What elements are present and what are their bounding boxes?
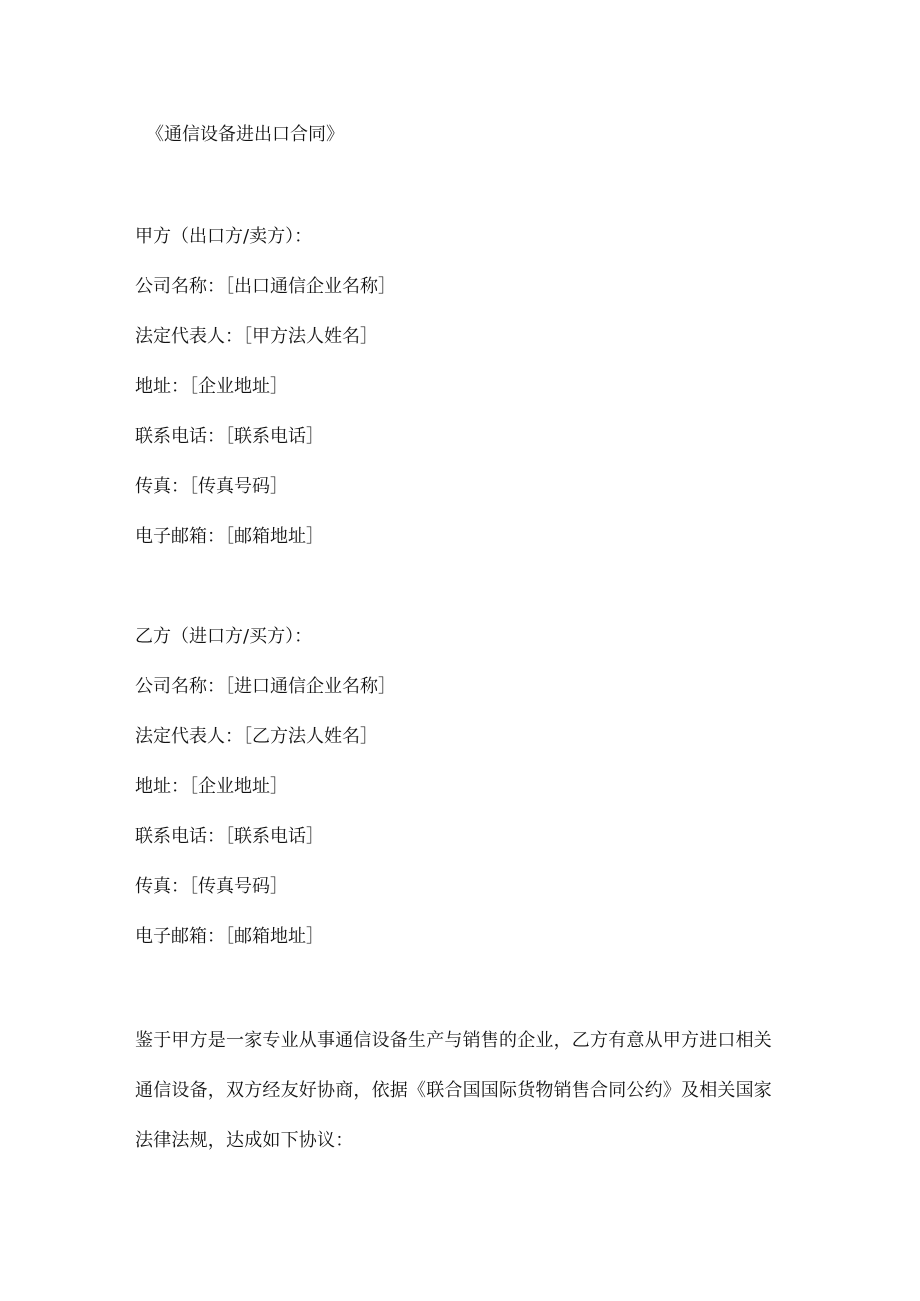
party-b-legal-rep: 法定代表人：［乙方法人姓名］ — [135, 726, 378, 747]
party-a-legal-rep: 法定代表人：［甲方法人姓名］ — [135, 326, 378, 347]
party-b-company-name: 公司名称：［进口通信企业名称］ — [135, 676, 396, 697]
preamble-line-2: 通信设备，双方经友好协商，依据《联合国国际货物销售合同公约》及相关国家 — [135, 1080, 772, 1101]
party-a-company-name: 公司名称：［出口通信企业名称］ — [135, 276, 396, 297]
party-b-section — [135, 624, 815, 974]
party-a-heading: 甲方（出口方/卖方）： — [135, 226, 313, 247]
party-a-phone: 联系电话：［联系电话］ — [135, 426, 324, 447]
preamble-paragraph — [135, 1016, 795, 1166]
party-a-address: 地址：［企业地址］ — [135, 376, 288, 397]
party-a-section — [135, 224, 815, 574]
party-b-heading: 乙方（进口方/买方）： — [135, 626, 313, 647]
party-a-email: 电子邮箱：［邮箱地址］ — [135, 526, 324, 547]
party-b-address: 地址：［企业地址］ — [135, 776, 288, 797]
preamble-line-1: 鉴于甲方是一家专业从事通信设备生产与销售的企业，乙方有意从甲方进口相关 — [135, 1030, 772, 1051]
party-b-phone: 联系电话：［联系电话］ — [135, 826, 324, 847]
party-b-fax: 传真：［传真号码］ — [135, 876, 288, 897]
document-title: 《通信设备进出口合同》 — [146, 124, 344, 145]
preamble-line-3: 法律法规，达成如下协议： — [135, 1130, 354, 1151]
party-a-fax: 传真：［传真号码］ — [135, 476, 288, 497]
party-b-email: 电子邮箱：［邮箱地址］ — [135, 926, 324, 947]
